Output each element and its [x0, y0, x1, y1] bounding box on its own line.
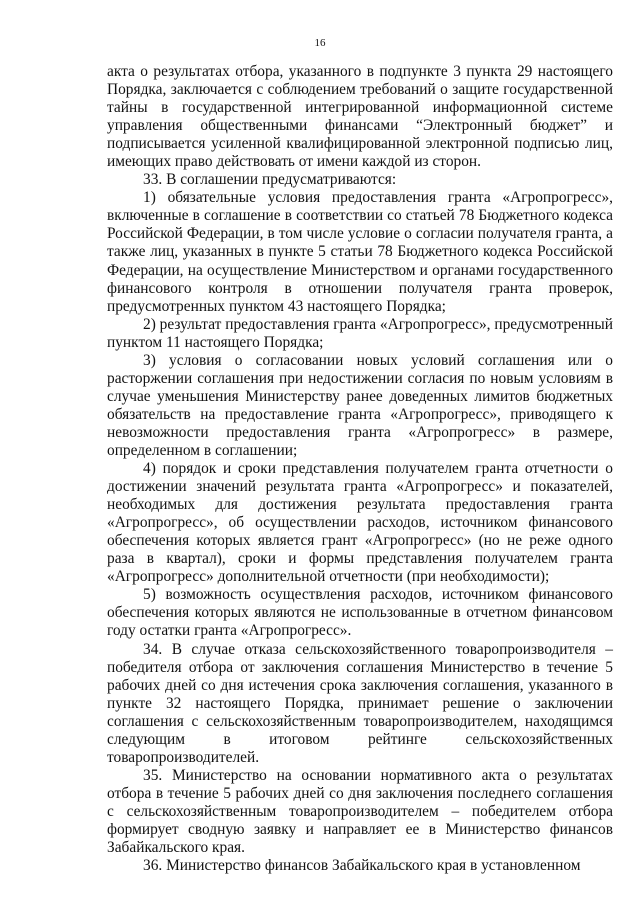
paragraph-34: 34. В случае отказа сельскохозяйственного товаропроизводителя – победителя отбора от заключения соглашения Министерство в течение 5 рабочих дней со дня истечения срока заключения соглашения, указанного в пункте 32 настоящего Порядка, принимает решение о заключении соглашения с сельскохозяйственным товаропроизводителем, находящимся следующим в итоговом рейтинге сельскохозяйственных товаропроизводителей. — [107, 640, 613, 766]
paragraph-33-heading: 33. В соглашении предусматриваются: — [143, 171, 397, 189]
page-number: 16 — [314, 37, 326, 49]
paragraph-33-item-4: 4) порядок и сроки представления получателем гранта отчетности о достижении значений результата гранта «Агропрогресс» и показателей, необходимых для достижения результата предоставления гранта «Агропрогресс», об осуществлении расходов, источником финансового обеспечения которых является грант «Агропрогресс» (но не реже одного раза в квартал), сроки и формы представления получателем гранта «Агропрогресс» дополнительной отчетности (при необходимости); — [107, 460, 613, 586]
paragraph-continuation: акта о результатах отбора, указанного в подпункте 3 пункта 29 настоящего Порядка, заключается с соблюдением требований о защите государственной тайны в государственной интегрированной информационной системе управления общественными финансами “Электронный бюджет” и подписывается усиленной квалифицированной электронной подписью лиц, имеющих право действовать от имени каждой из сторон. — [107, 63, 613, 171]
paragraph-33-item-5: 5) возможность осуществления расходов, источником финансового обеспечения которых являются не использованные в отчетном финансовом году остатки гранта «Агропрогресс». — [107, 586, 613, 640]
paragraph-33-item-2: 2) результат предоставления гранта «Агропрогресс», предусмотренный пунктом 11 настоящего Порядка; — [107, 315, 613, 351]
document-body — [107, 63, 613, 875]
paragraph-33-item-3: 3) условия о согласовании новых условий соглашения или о расторжении соглашения при недостижении согласия по новым условиям в случае уменьшения Министерству ранее доведенных лимитов бюджетных обязательств на предоставление гранта «Агропрогресс», приводящего к невозможности предоставления гранта «Агропрогресс» в размере, определенном в соглашении; — [107, 351, 613, 459]
paragraph-33-item-1: 1) обязательные условия предоставления гранта «Агропрогресс», включенные в соглашение в соответствии со статьей 78 Бюджетного кодекса Российской Федерации, в том числе условие о согласии получателя гранта, а также лиц, указанных в пункте 5 статьи 78 Бюджетного кодекса Российской Федерации, на осуществление Министерством и органами государственного финансового контроля в отношении получателя гранта проверок, предусмотренных пунктом 43 настоящего Порядка; — [107, 189, 613, 315]
paragraph-35: 35. Министерство на основании нормативного акта о результатах отбора в течение 5 рабочих дней со дня заключения последнего соглашения с сельскохозяйственным товаропроизводителем – победителем отбора формирует сводную заявку и направляет ее в Министерство финансов Забайкальского края. — [107, 766, 613, 857]
paragraph-36: 36. Министерство финансов Забайкальского края в установленном — [143, 857, 581, 875]
